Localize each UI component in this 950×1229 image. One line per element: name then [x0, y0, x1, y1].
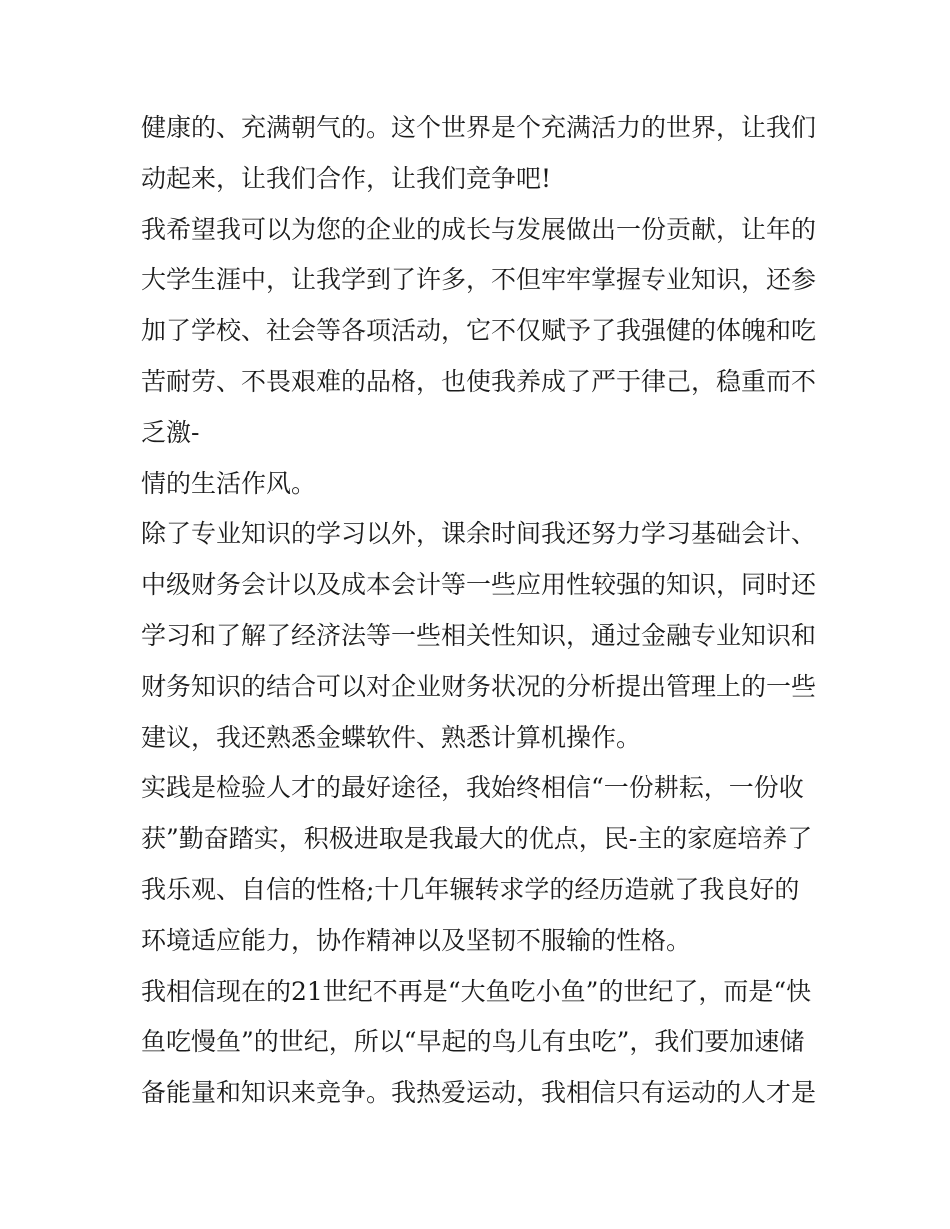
text-line: 鱼吃慢鱼”的世纪，所以“早起的鸟儿有虫吃”，我们要加速储 [141, 1027, 805, 1057]
text-line: 动起来，让我们合作，让我们竞争吧! [141, 163, 552, 193]
text-line: 我希望我可以为您的企业的成长与发展做出一份贡献，让年的 [141, 214, 817, 244]
text-line: 除了专业知识的学习以外，课余时间我还努力学习基础会计、 [141, 519, 817, 549]
text-line: 实践是检验人才的最好途径，我始终相信“一份耕耘，一份收 [141, 773, 804, 803]
text-line: 健康的、充满朝气的。这个世界是个充满活力的世界，让我们 [141, 113, 817, 142]
text-line: 环境适应能力，协作精神以及坚韧不服输的性格。 [141, 925, 692, 955]
document-body [141, 103, 831, 1119]
text-line: 情的生活作风。 [141, 468, 317, 498]
text-line: 苦耐劳、不畏艰难的品格，也使我养成了严于律己，稳重而不 [141, 366, 817, 396]
text-line: 加了学校、社会等各项活动，它不仅赋予了我强健的体魄和吃 [141, 316, 817, 346]
text-line: 备能量和知识来竞争。我热爱运动，我相信只有运动的人才是 [141, 1078, 817, 1108]
text-line: 中级财务会计以及成本会计等一些应用性较强的知识，同时还 [141, 570, 817, 600]
text-line: 我相信现在的21世纪不再是“大鱼吃小鱼”的世纪了，而是“快 [141, 976, 812, 1006]
text-line: 我乐观、自信的性格;十几年辗转求学的经历造就了我良好的 [141, 874, 800, 904]
text-line: 乏激- [141, 417, 200, 447]
text-line: 获”勤奋踏实，积极进取是我最大的优点，民-主的家庭培养了 [141, 824, 813, 854]
text-line: 大学生涯中，让我学到了许多，不但牢牢掌握专业知识，还参 [141, 265, 817, 295]
text-line: 学习和了解了经济法等一些相关性知识，通过金融专业知识和 [141, 620, 817, 650]
text-line: 建议，我还熟悉金蝶软件、熟悉计算机操作。 [141, 722, 642, 752]
text-line: 财务知识的结合可以对企业财务状况的分析提出管理上的一些 [141, 671, 817, 701]
